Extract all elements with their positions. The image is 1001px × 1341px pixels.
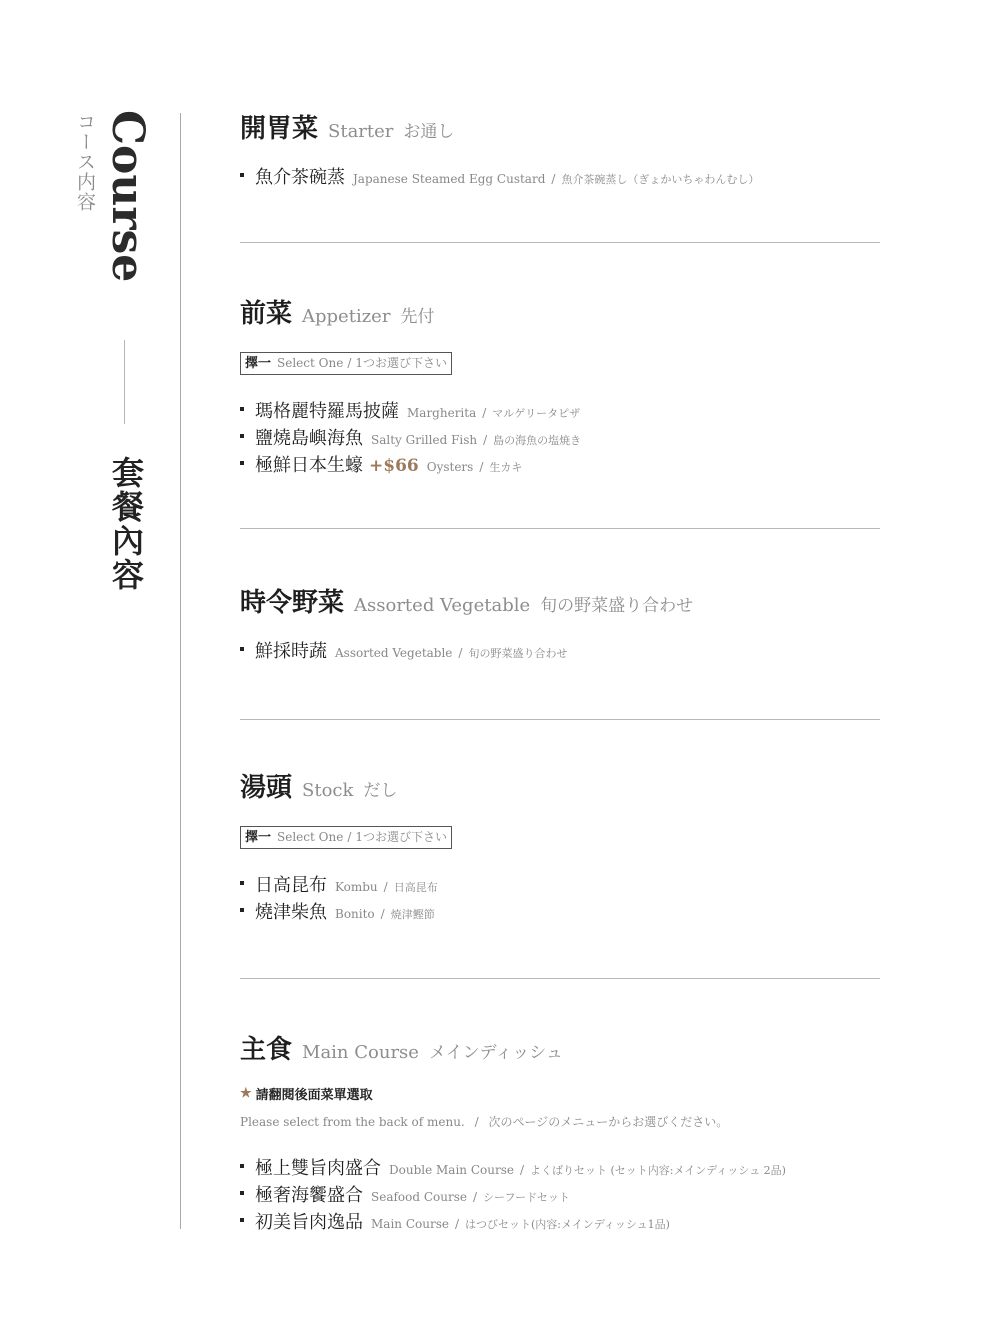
select-one-badge bbox=[240, 826, 452, 849]
item-name-zh: 初美旨肉逸品 bbox=[255, 1212, 363, 1233]
item-name-zh: 魚介茶碗蒸 bbox=[255, 167, 345, 188]
item-name-en: Kombu bbox=[335, 880, 378, 894]
item-name-en: Japanese Steamed Egg Custard bbox=[353, 172, 546, 186]
section-title-en: Main Course bbox=[302, 1042, 419, 1063]
course-zh-title: 套餐內容 bbox=[107, 456, 145, 592]
section-heading bbox=[240, 767, 880, 804]
bullet-icon bbox=[240, 1164, 244, 1168]
section-title-en: Assorted Vegetable bbox=[354, 595, 531, 616]
item-name-en: Main Course bbox=[371, 1217, 449, 1231]
note-jp: 次のページのメニューからお選びください。 bbox=[488, 1115, 729, 1129]
section-heading bbox=[240, 1029, 880, 1066]
separator: / bbox=[380, 907, 385, 921]
section-title-en: Starter bbox=[328, 121, 394, 142]
bullet-icon bbox=[240, 1191, 244, 1195]
section-title-jp: お通し bbox=[403, 122, 455, 142]
section-title-en: Stock bbox=[302, 780, 354, 801]
item-list bbox=[240, 1154, 880, 1235]
bullet-icon bbox=[240, 647, 244, 651]
menu-item bbox=[240, 397, 880, 424]
separator: / bbox=[473, 1190, 478, 1204]
side-title-area bbox=[0, 0, 180, 1341]
separator: / bbox=[458, 646, 463, 660]
section-appetizer bbox=[240, 293, 880, 478]
section-divider bbox=[240, 242, 880, 243]
select-badge-en: Select One bbox=[277, 356, 344, 370]
menu-item bbox=[240, 637, 880, 664]
item-name-en: Seafood Course bbox=[371, 1190, 467, 1204]
course-title: Course bbox=[102, 110, 153, 283]
section-title-zh: 前菜 bbox=[240, 299, 293, 329]
section-title-jp: 旬の野菜盛り合わせ bbox=[540, 596, 694, 616]
item-name-jp: 島の海魚の塩焼き bbox=[493, 434, 582, 447]
item-name-jp: 日高昆布 bbox=[393, 881, 438, 894]
menu-item bbox=[240, 1208, 880, 1235]
item-name-jp: 魚介茶碗蒸し（ぎょかいちゃわんむし） bbox=[561, 173, 760, 186]
note-zh: 請翻閱後面菜單選取 bbox=[255, 1088, 373, 1103]
separator: / bbox=[347, 830, 352, 844]
section-vegetable bbox=[240, 582, 880, 664]
item-name-jp: はつびセット(内容:メインディッシュ1品) bbox=[465, 1218, 670, 1231]
note-translation bbox=[240, 1113, 880, 1130]
item-name-zh: 極鮮日本生蠔 bbox=[255, 455, 363, 476]
select-one-badge bbox=[240, 352, 452, 375]
item-name-jp: 焼津鰹節 bbox=[390, 908, 435, 921]
item-name-en: Assorted Vegetable bbox=[335, 646, 453, 660]
section-starter bbox=[240, 108, 880, 190]
item-name-zh: 鹽燒島嶼海魚 bbox=[255, 428, 363, 449]
bullet-icon bbox=[240, 1218, 244, 1222]
section-title-jp: だし bbox=[363, 781, 398, 801]
item-name-zh: 瑪格麗特羅馬披薩 bbox=[255, 401, 399, 422]
bullet-icon bbox=[240, 461, 244, 465]
item-list bbox=[240, 637, 880, 664]
section-title-zh: 湯頭 bbox=[240, 773, 293, 803]
item-name-en: Double Main Course bbox=[389, 1163, 514, 1177]
item-name-zh: 日高昆布 bbox=[255, 875, 327, 896]
section-title-zh: 開胃菜 bbox=[240, 114, 319, 144]
section-title-jp: メインディッシュ bbox=[428, 1043, 563, 1063]
main-course-note bbox=[240, 1084, 880, 1103]
bullet-icon bbox=[240, 173, 244, 177]
menu-item bbox=[240, 451, 880, 478]
item-name-en: Oysters bbox=[426, 460, 474, 474]
item-list bbox=[240, 163, 880, 190]
item-list bbox=[240, 871, 880, 925]
section-heading bbox=[240, 293, 880, 330]
select-badge-zh: 擇一 bbox=[245, 356, 272, 371]
separator: / bbox=[551, 172, 556, 186]
separator: / bbox=[483, 433, 488, 447]
bullet-icon bbox=[240, 908, 244, 912]
separator: / bbox=[479, 460, 484, 474]
vertical-divider bbox=[180, 113, 181, 1229]
item-name-jp: 生カキ bbox=[489, 461, 523, 474]
section-divider bbox=[240, 528, 880, 529]
menu-item bbox=[240, 163, 880, 190]
section-main-course bbox=[240, 1029, 880, 1235]
bullet-icon bbox=[240, 881, 244, 885]
item-name-jp: シーフードセット bbox=[483, 1191, 570, 1204]
star-icon: ★ bbox=[240, 1086, 252, 1101]
item-name-jp: 旬の野菜盛り合わせ bbox=[468, 647, 568, 660]
item-name-jp: マルゲリータピザ bbox=[492, 407, 581, 420]
separator: / bbox=[482, 406, 487, 420]
select-badge-zh: 擇一 bbox=[245, 830, 272, 845]
section-stock bbox=[240, 767, 880, 925]
menu-item bbox=[240, 871, 880, 898]
section-title-zh: 時令野菜 bbox=[240, 588, 345, 618]
section-title-jp: 先付 bbox=[400, 307, 435, 327]
separator: / bbox=[519, 1163, 525, 1177]
item-name-zh: 鮮採時蔬 bbox=[255, 641, 327, 662]
bullet-icon bbox=[240, 407, 244, 411]
menu-item bbox=[240, 1154, 880, 1181]
section-title-en: Appetizer bbox=[302, 306, 391, 327]
item-name-zh: 極奢海饗盛合 bbox=[255, 1185, 363, 1206]
separator: / bbox=[347, 356, 352, 370]
item-name-zh: 燒津柴魚 bbox=[255, 902, 327, 923]
separator: / bbox=[474, 1115, 479, 1129]
select-badge-jp: 1つお選び下さい bbox=[355, 830, 447, 844]
section-heading bbox=[240, 108, 880, 145]
section-divider bbox=[240, 978, 880, 979]
bullet-icon bbox=[240, 434, 244, 438]
select-badge-en: Select One bbox=[277, 830, 344, 844]
separator: / bbox=[454, 1217, 459, 1231]
select-badge-jp: 1つお選び下さい bbox=[355, 356, 447, 370]
item-list bbox=[240, 397, 880, 478]
item-name-jp: よくばりセット (セット内容:メインディッシュ 2品) bbox=[530, 1164, 786, 1177]
menu-item bbox=[240, 424, 880, 451]
menu-item bbox=[240, 898, 880, 925]
section-title-zh: 主食 bbox=[240, 1035, 293, 1065]
menu-item bbox=[240, 1181, 880, 1208]
side-divider bbox=[124, 340, 125, 424]
item-name-zh: 極上雙旨肉盛合 bbox=[255, 1158, 381, 1179]
note-en: Please select from the back of menu. bbox=[240, 1115, 465, 1129]
item-price: +$66 bbox=[369, 456, 419, 476]
section-heading bbox=[240, 582, 880, 619]
item-name-en: Salty Grilled Fish bbox=[371, 433, 478, 447]
item-name-en: Bonito bbox=[335, 907, 375, 921]
course-jp-subtitle: コース内容 bbox=[74, 112, 96, 212]
section-divider bbox=[240, 719, 880, 720]
separator: / bbox=[383, 880, 388, 894]
item-name-en: Margherita bbox=[407, 406, 477, 420]
